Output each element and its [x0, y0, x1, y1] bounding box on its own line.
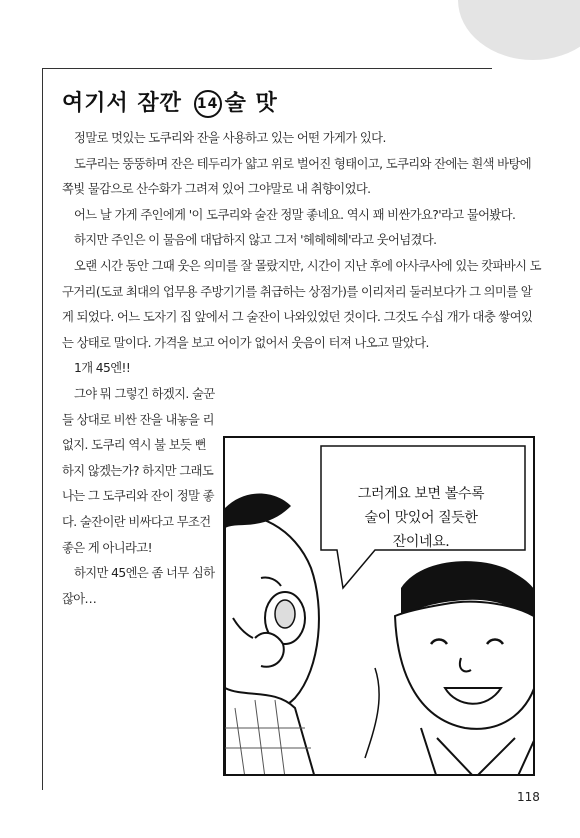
paragraph: 하지만 45엔은 좀 너무 심하잖아…	[62, 566, 215, 606]
paragraph: 어느 날 가게 주인에게 '이 도쿠리와 술잔 정말 좋네요. 역시 꽤 비싼가요?'라고 물어봤다.	[74, 207, 516, 222]
paragraph: 그야 뭐 그렇긴 하겠지. 술꾼들 상대로 비싼 잔을 내놓을 리 없지. 도쿠리 역시 불 보듯 뻔하지 않겠는가? 하지만 그래도 나는 그 도쿠리와 잔이 정말 좋다. 술잔이란 비싸다고 무조건 좋은 게 아니라고!	[62, 386, 215, 555]
paragraph: 1개 45엔!!	[74, 361, 131, 376]
paragraph: 정말로 멋있는 도쿠리와 잔을 사용하고 있는 어떤 가게가 있다.	[74, 131, 386, 145]
right-man-face	[395, 602, 535, 729]
title-text: 술 맛	[224, 91, 278, 116]
paragraph: 하지만 주인은 이 물음에 대답하지 않고 그저 '헤헤헤헤'라고 웃어넘겼다.	[74, 233, 437, 248]
right-man-collar	[421, 728, 535, 776]
title-number-badge: 14	[194, 90, 222, 118]
paragraph: 도쿠리는 뚱뚱하며 잔은 테두리가 얇고 위로 벌어진 형태이고, 도쿠리와 잔에는 흰색 바탕에 쪽빛 물감으로 산수화가 그려져 있어 그야말로 내 취향이었다.	[62, 156, 532, 197]
corner-decoration	[458, 0, 580, 60]
page-number: 118	[517, 790, 540, 804]
speech-line: 술이 맛있어 질듯한	[364, 510, 478, 526]
speech-line: 잔이네요.	[392, 534, 450, 550]
frame-top-rule	[42, 68, 492, 69]
left-man-hair	[225, 494, 291, 529]
speech-line: 그러게요 보면 볼수록	[357, 486, 485, 502]
comic-panel	[223, 436, 535, 776]
paragraph: 오랜 시간 동안 그때 웃은 의미를 잘 몰랐지만, 시간이 지난 후에 아사쿠사에 있는 캇파바시 도구거리(도쿄 최대의 업무용 주방기기를 취급하는 상점가)를 이리저리 둘러보다가 그 의미를 알게 되었다. 어느 도자기 집 앞에서 그 술잔이 나와있었던 것이다. 그것도 수십 개가 대충 쌓여있는 상태로 말이다. 가격을 보고 어이가 없어서 웃음이 터져 나오고 말았다.	[62, 258, 541, 350]
title-prefix: 여기서 잠깐	[62, 91, 182, 116]
frame-left-rule	[42, 68, 43, 790]
speech-bubble-text	[321, 482, 521, 554]
section-title	[62, 86, 278, 118]
